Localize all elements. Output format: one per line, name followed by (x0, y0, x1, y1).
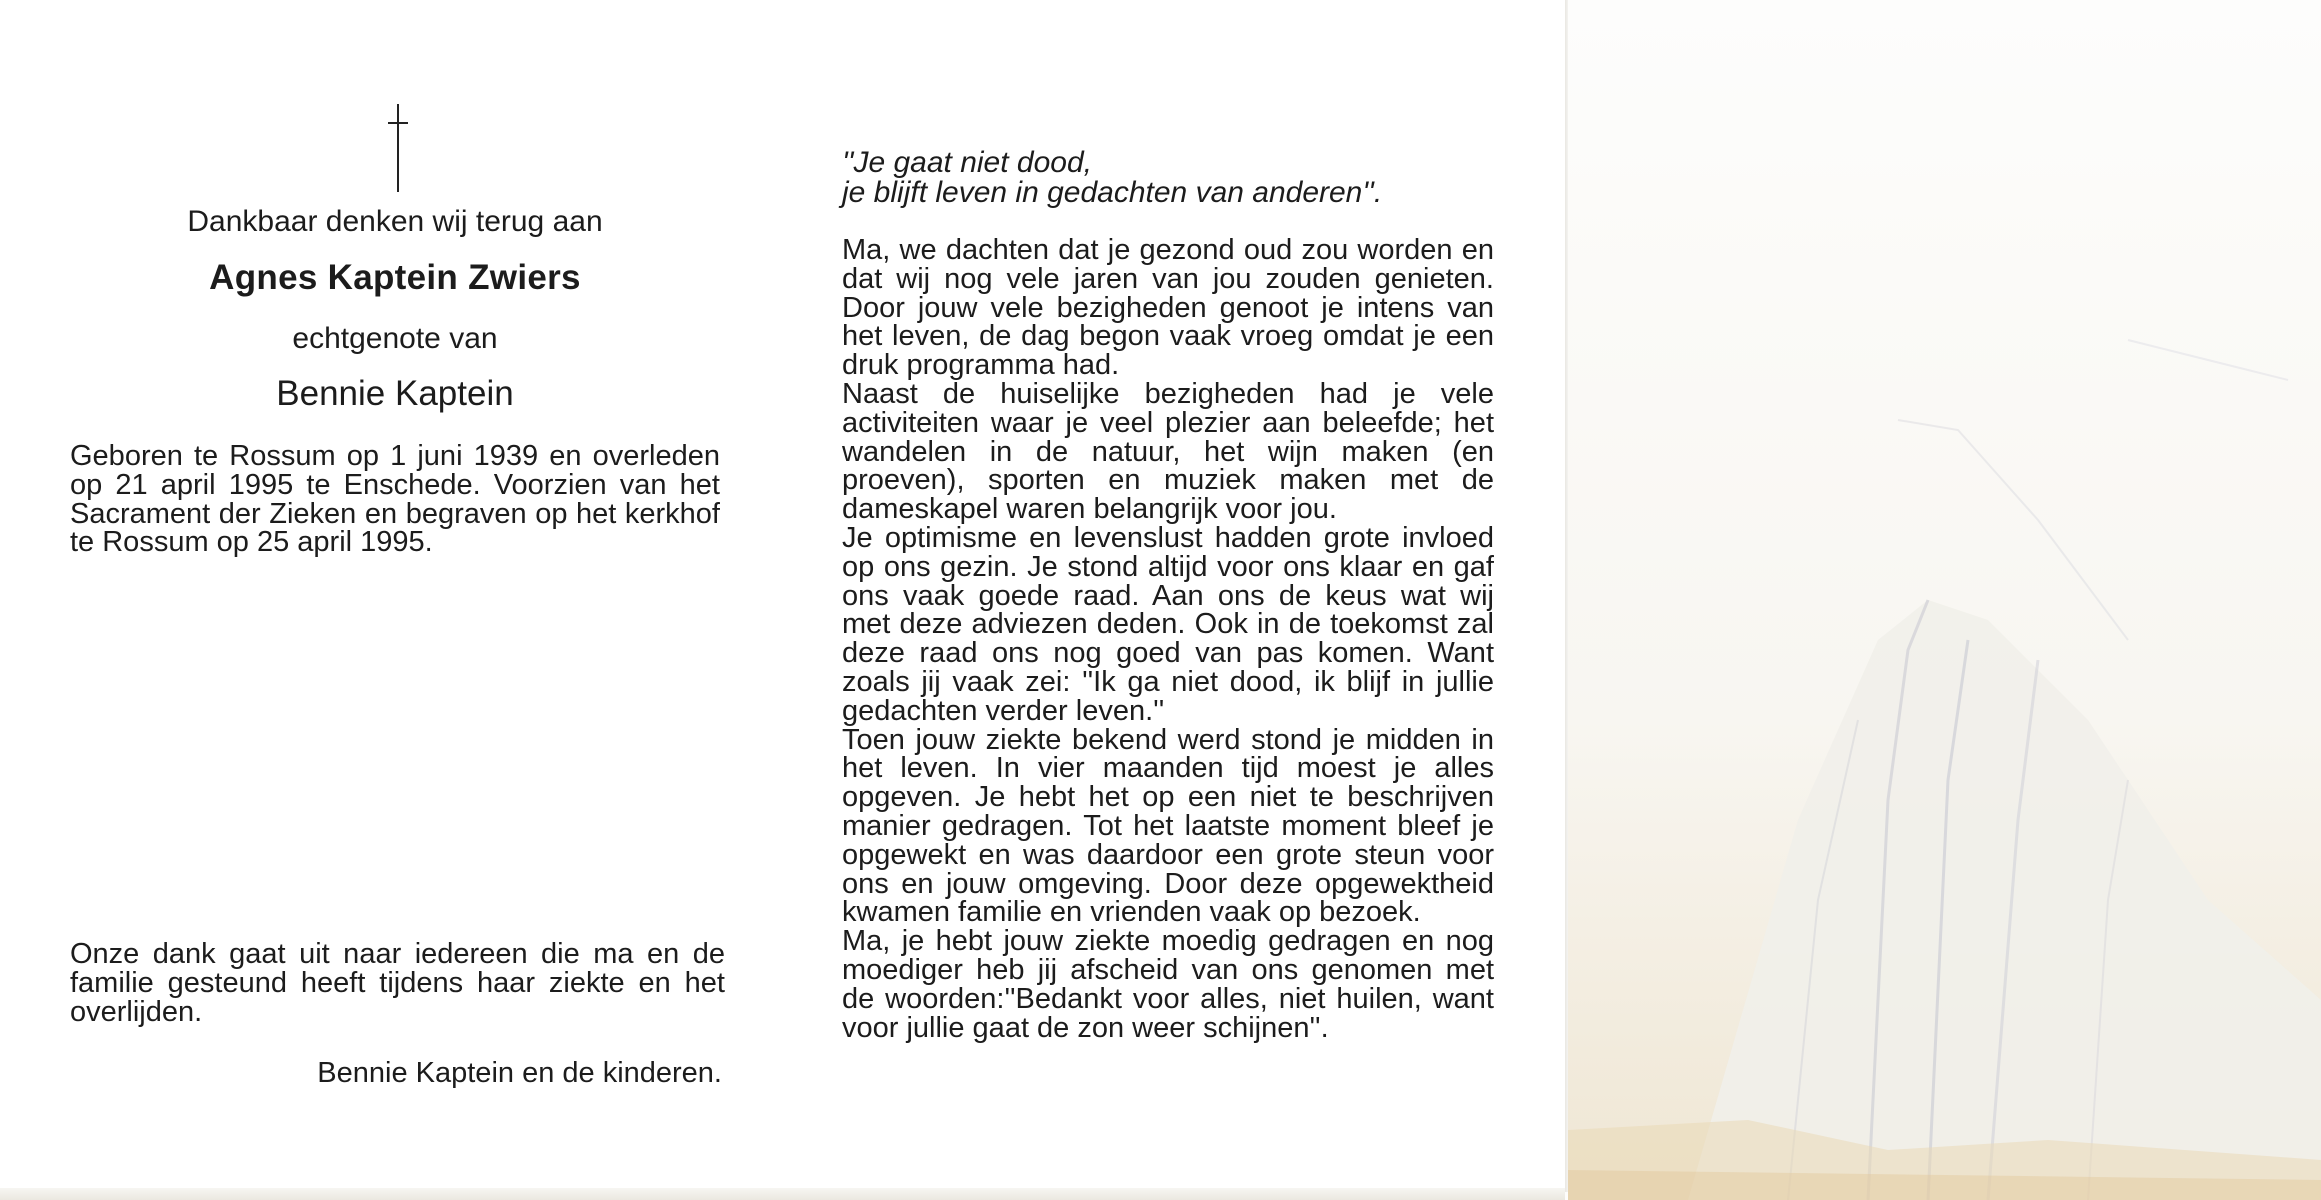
intro-text: Dankbaar denken wij terug aan (187, 205, 603, 238)
cross-icon (378, 104, 418, 192)
relation-label: echtgenote van (292, 322, 498, 355)
memorial-paragraph: Ma, we dachten dat je gezond oud zou worden en dat wij nog vele jaren van jou zouden genieten. Door jouw vele bezigheden genoot je intens van het leven, de dag begon vaak vroeg omdat je een druk programma had. (842, 234, 1494, 382)
memorial-paragraph: Ma, je hebt jouw ziekte moedig gedragen en nog moediger heb jij afscheid van ons genomen met de woorden:''Bedankt voor alles, niet huilen, want voor jullie gaat de zon weer schijnen''. (842, 925, 1494, 1044)
card-bottom-edge (0, 1188, 1565, 1200)
faded-landscape-image (1568, 0, 2321, 1200)
quote (842, 148, 1462, 208)
memorial-paragraph: Toen jouw ziekte bekend werd stond je midden in het leven. In vier maanden tijd moest je alles opgeven. Je hebt het op een niet te beschrijven manier gedragen. Tot het laatste moment bleef je opgewekt en was daardoor een grote steun voor ons en jouw omgeving. Door deze opgewektheid kwamen familie en vrienden vaak op bezoek. (842, 723, 1494, 929)
quote-line-1: ''Je gaat niet dood, (842, 146, 1092, 179)
thanks-text: Onze dank gaat uit naar iedereen die ma en de familie gesteund heeft tijdens haar ziekte en het overlijden. (70, 938, 725, 1028)
quote-line-2: je blijft leven in gedachten van anderen''. (842, 176, 1383, 209)
memorial-paragraph: Je optimisme en levenslust hadden grote invloed op ons gezin. Je stond altijd voor ons klaar en gaf ons vaak goede raad. Aan ons de keus wat wij met deze adviezen deden. Ook in de toekomst zal deze raad ons nog goed van pas komen. Want zoals jij vaak zei: ''Ik ga niet dood, ik blijf in jullie gedachten verder leven.'' (842, 521, 1494, 727)
signature-text: Bennie Kaptein en de kinderen. (317, 1057, 722, 1089)
biography-text: Geboren te Rossum op 1 juni 1939 en overleden op 21 april 1995 te Enschede. Voorzien van het Sacrament der Zieken en begraven op het kerkhof te Rossum op 25 april 1995. (70, 440, 720, 559)
memorial-text (842, 236, 1494, 1042)
deceased-name: Agnes Kaptein Zwiers (209, 258, 581, 297)
memorial-paragraph: Naast de huiselijke bezigheden had je vele activiteiten waar je veel plezier aan beleefde; het wandelen in de natuur, het wijn maken (en proeven), sporten en muziek maken met de dameskapel waren belangrijk voor jou. (842, 377, 1494, 526)
card-back-artwork (1568, 0, 2321, 1200)
spouse-name: Bennie Kaptein (276, 374, 514, 413)
